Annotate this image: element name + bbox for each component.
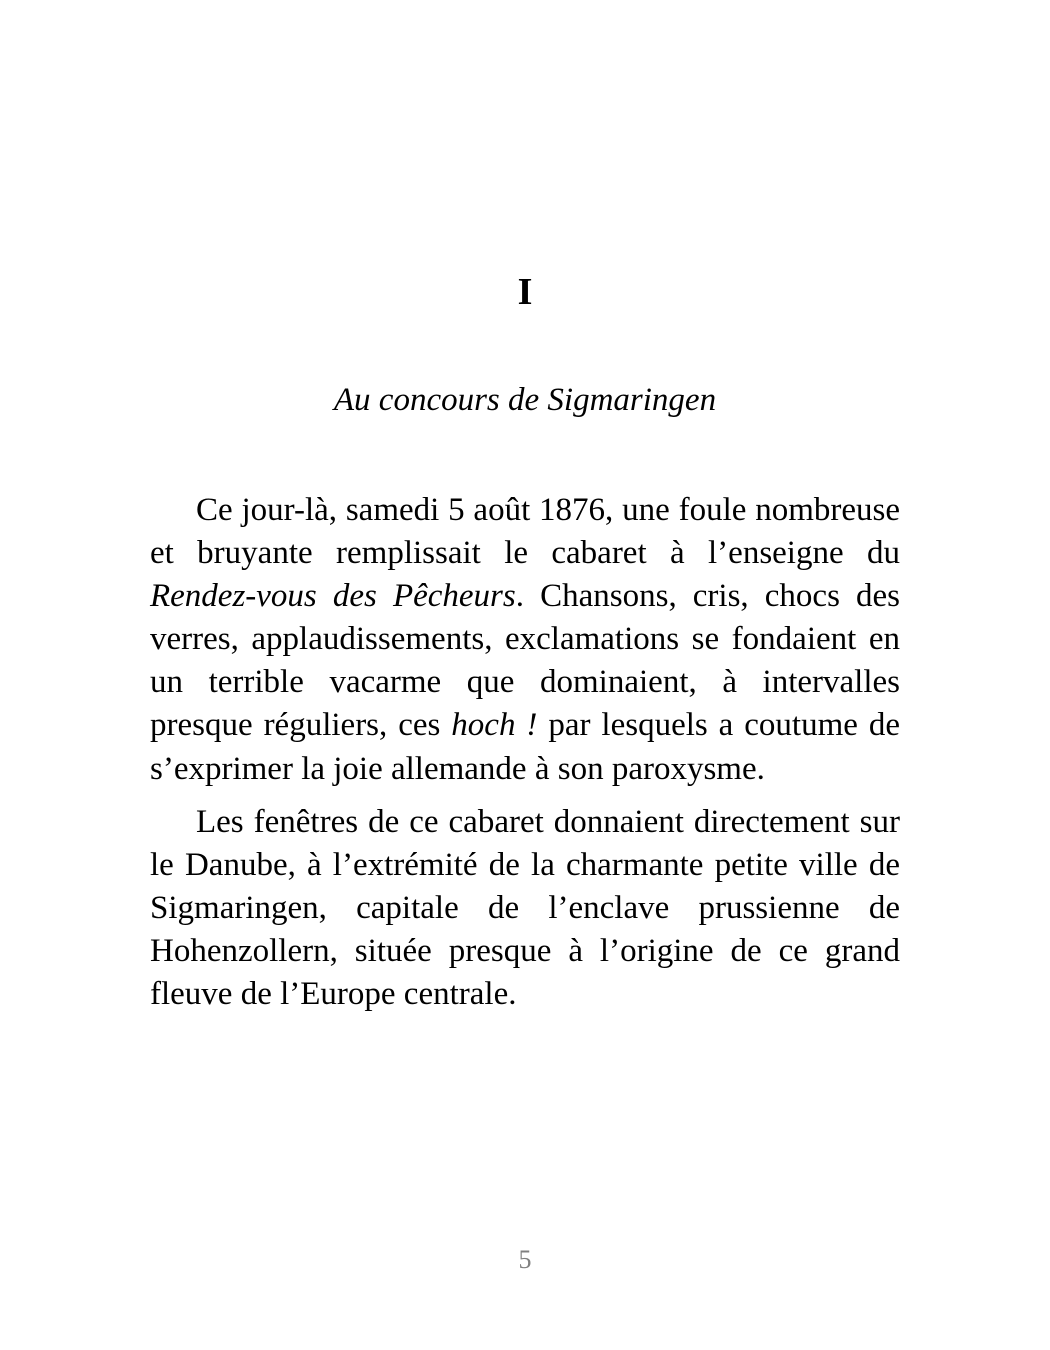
paragraph-1-italic-hoch: hoch ! xyxy=(451,707,538,744)
chapter-body xyxy=(150,489,900,1026)
paragraph-1-text-a: Ce jour-là, samedi 5 août 1876, une foule nombreuse et bruyante remplissait le cabaret à l’enseigne du xyxy=(150,492,900,572)
paragraph-1-text-b: . Chansons, cris, chocs des verres, applaudissements, exclamations se fondaient en un terrible vacarme que dominaient, à intervalles presque réguliers, ces xyxy=(150,578,901,744)
paragraph-1 xyxy=(150,489,900,791)
chapter-title: Au concours de Sigmaringen xyxy=(333,382,717,418)
chapter-number: I xyxy=(517,271,533,313)
page-number: 5 xyxy=(518,1245,532,1274)
paragraph-2: Les fenêtres de ce cabaret donnaient directement sur le Danube, à l’extrémité de la charmante petite ville de Sigmaringen, capitale de l’enclave prussienne de Hohenzollern, située presque à l’origine de ce grand fleuve de l’Europe centrale. xyxy=(150,803,900,1013)
paragraph-1-text-c: par lesquels a coutume de s’exprimer la joie allemande à son paroxysme. xyxy=(150,707,900,787)
paragraph-1-italic-inn-name: Rendez-vous des Pêcheurs xyxy=(150,578,516,615)
